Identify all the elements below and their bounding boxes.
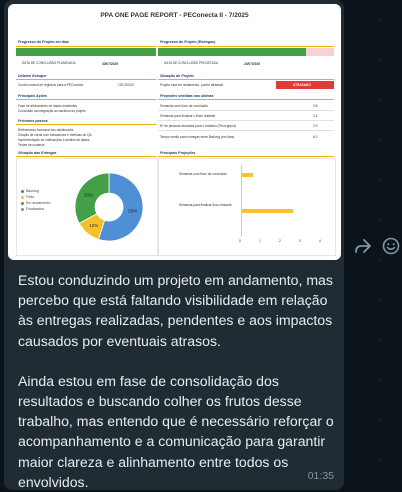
legend-label: Em andamento bbox=[26, 201, 51, 205]
tick-label: 2 bbox=[279, 239, 281, 243]
legend-item bbox=[21, 201, 50, 205]
divider bbox=[16, 79, 156, 80]
pie-section-label: Situação das Entregas bbox=[18, 151, 57, 155]
budget-value: 120.000,00 bbox=[118, 83, 134, 87]
planned-date-label: DATA DE CONCLUSÃO PLANEJADA bbox=[22, 61, 76, 65]
divider bbox=[158, 110, 334, 111]
metric-value: 0.5 bbox=[313, 104, 318, 108]
planned-date-value: 30/07/2025 bbox=[102, 62, 118, 66]
report-title: PPA ONE PAGE REPORT - PEConecta II - 7/2025 bbox=[100, 12, 249, 19]
legend-item bbox=[21, 189, 50, 193]
tick-label: 3 bbox=[299, 239, 301, 243]
forward-icon[interactable] bbox=[354, 238, 372, 254]
metric-value: 2.4 bbox=[313, 114, 318, 118]
divider bbox=[158, 99, 334, 100]
bar-row-label: Semanas para finalizar fluxo restante bbox=[179, 203, 232, 207]
bar-mark bbox=[241, 173, 253, 177]
divider bbox=[158, 120, 334, 121]
legend-label: Feito bbox=[26, 195, 34, 199]
bars-panel bbox=[158, 158, 336, 256]
days-progress-bar bbox=[16, 48, 156, 56]
next-step-item: Conclusão da integração ao backend do projeto bbox=[18, 109, 86, 113]
divider bbox=[158, 46, 334, 47]
tick-label: 0 bbox=[239, 239, 241, 243]
projected-date-value: 24/07/2025 bbox=[244, 62, 260, 66]
legend-item bbox=[21, 195, 50, 199]
message-bubble[interactable] bbox=[4, 0, 344, 490]
axis-line bbox=[241, 165, 242, 237]
next-steps-label: Principais Ações bbox=[18, 94, 47, 98]
deliveries-progress-bar bbox=[158, 48, 306, 56]
delivery-item: Refinamento funcional dos dashboards bbox=[18, 128, 74, 132]
pie-chart bbox=[69, 167, 149, 247]
message-text bbox=[18, 270, 336, 490]
pie-slice-em-andamento bbox=[75, 173, 109, 223]
delivery-item: Criação de cards com indicadores e métricas de QA bbox=[18, 133, 92, 137]
report-image[interactable] bbox=[8, 4, 341, 260]
legend-swatch bbox=[21, 196, 24, 199]
situation-text: Projeto está em andamento, porém atrasado bbox=[160, 83, 224, 87]
pie-panel bbox=[16, 158, 158, 256]
metric-label: Nº de pessoas alocadas para o trabalho (Throughput) bbox=[160, 124, 236, 128]
divider bbox=[16, 99, 156, 100]
divider bbox=[158, 156, 334, 157]
deliveries-label: Próximos passos bbox=[18, 119, 48, 123]
next-step-item: Fase de alinhamento de dados existentes bbox=[18, 104, 78, 108]
bar-row-label: Semanas com fluxo de conclusão bbox=[179, 172, 227, 176]
divider bbox=[16, 46, 156, 47]
tick-label: 1 bbox=[259, 239, 261, 243]
metric-label: Semanas para finalizar o fluxo restante bbox=[160, 114, 216, 118]
delivery-item: Testes de usuários bbox=[18, 143, 45, 147]
pie-legend bbox=[21, 189, 50, 213]
progress-deliveries-label: Progresso do Projeto (Entregas) bbox=[160, 40, 216, 44]
legend-swatch bbox=[21, 208, 24, 211]
metric-value: 2.0 bbox=[313, 124, 318, 128]
emoji-icon[interactable] bbox=[382, 237, 400, 255]
delivery-item: Implementação de notificações e análise de dados bbox=[18, 138, 90, 142]
deliveries-progress-remaining bbox=[306, 48, 334, 56]
pie-data-label: 12% bbox=[89, 222, 99, 228]
legend-item bbox=[21, 207, 50, 211]
legend-swatch bbox=[21, 202, 24, 205]
progress-days-label: Progresso do Projeto em dias bbox=[18, 40, 69, 44]
pie-data-label: 55% bbox=[128, 208, 138, 214]
budget-text: Conta nominal de registros para a PEConecta bbox=[18, 83, 84, 87]
bar-mark bbox=[241, 209, 293, 213]
divider bbox=[158, 79, 334, 80]
divider bbox=[158, 130, 334, 131]
message-paragraph: Estou conduzindo um projeto em andamento, mas percebo que está faltando visibilidade em relação às entregas realizadas, pendentes e aos impactos causados por eventuais atrasos. bbox=[18, 272, 333, 349]
metric-label: Semanas sem fluxo de conclusão bbox=[160, 104, 208, 108]
message-actions bbox=[354, 236, 402, 256]
projected-date-label: DATA DE CONCLUSÃO PROJETADA bbox=[164, 61, 219, 65]
budget-label: Dólares Estoque bbox=[18, 74, 47, 78]
message-time: 01:35 bbox=[307, 470, 334, 482]
metrics-label: Projeções sentidas nas últimas bbox=[160, 94, 214, 98]
metric-label: Tempo médio para entregas entre Backlog (em dias) bbox=[160, 135, 235, 139]
legend-label: Backlog bbox=[26, 189, 39, 193]
tick-label: 4 bbox=[319, 239, 321, 243]
divider bbox=[16, 124, 156, 125]
bars-section-label: Principais Projeções bbox=[160, 151, 196, 155]
divider bbox=[16, 156, 156, 157]
legend-label: Finalizados bbox=[26, 207, 45, 211]
situation-badge: ATRASADO bbox=[293, 83, 311, 87]
metric-value: 6.0 bbox=[313, 135, 318, 139]
legend-swatch bbox=[21, 190, 24, 193]
situation-label: Situação do Projeto bbox=[160, 74, 194, 78]
pie-data-label: 33% bbox=[83, 192, 93, 198]
message-paragraph: Ainda estou em fase de consolidação dos resultados e buscando colher os frutos desse trabalho, mas entendo que é necessário reforçar o acompanhamento e a comunicação para garantir maior clareza e alinhamento entre todos os envolvidos. bbox=[18, 372, 334, 490]
